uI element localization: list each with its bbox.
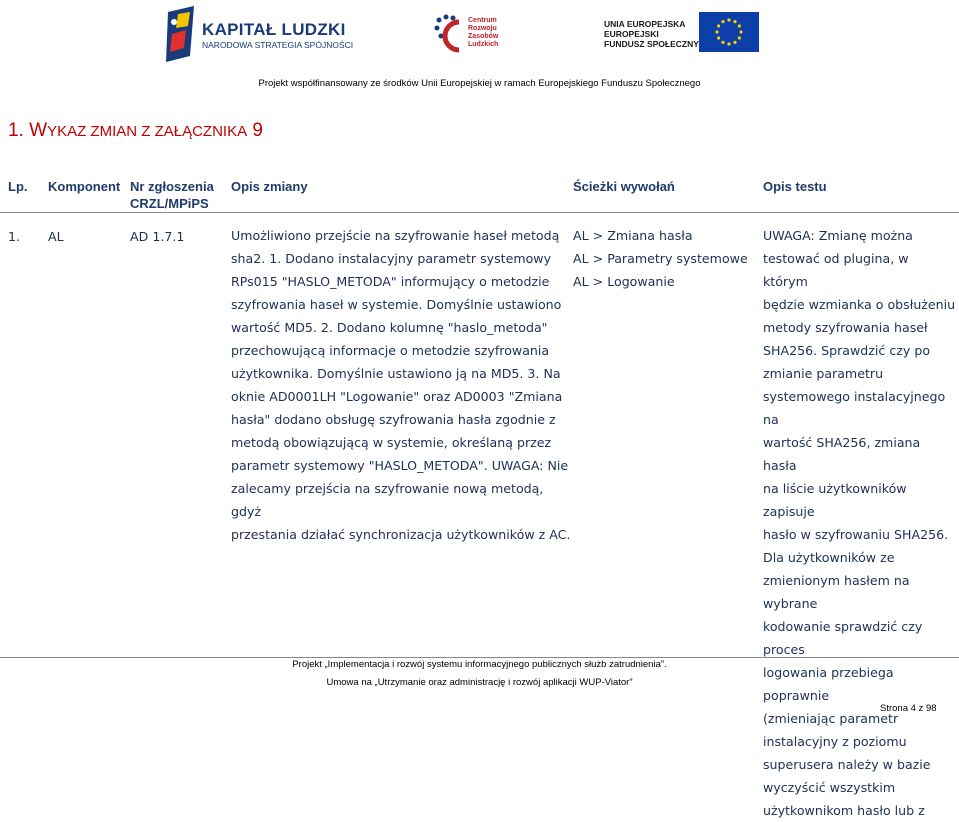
col-header-opis: Opis zmiany [231, 179, 308, 194]
cell-lp: 1. [8, 229, 21, 244]
kapital-ludzki-emblem-icon [164, 4, 204, 66]
heading-number: 1. [8, 120, 24, 141]
crzl-dots-icon [433, 12, 467, 58]
eu-flag-icon [699, 12, 759, 52]
heading-first-letter: W [29, 120, 48, 141]
section-heading [8, 120, 263, 142]
col-header-test: Opis testu [763, 179, 827, 194]
kapital-ludzki-title: KAPITAŁ LUDZKI [202, 20, 346, 39]
cell-komponent: AL [48, 229, 64, 244]
footer-project: Projekt „Implementacja i rozwój systemu informacyjnego publicznych służb zatrudnienia”. [292, 659, 667, 670]
cell-nr: AD 1.7.1 [130, 229, 185, 244]
col-header-sciezki: Ścieżki wywołań [573, 179, 675, 194]
cell-sciezki: AL > Zmiana hasła AL > Parametry systemowe AL > Logowanie [573, 228, 748, 289]
table-header-divider [0, 212, 959, 213]
footer-divider [0, 657, 959, 658]
heading-number-after: 9 [252, 120, 263, 141]
crzl-text: Centrum Rozwoju Zasobów Ludzkich [468, 17, 499, 48]
kapital-ludzki-subtitle: NARODOWA STRATEGIA SPÓJNOŚCI [202, 40, 354, 50]
col-header-lp: Lp. [8, 179, 28, 194]
cell-test: UWAGA: Zmianę można testować od plugina, w którym będzie wzmianka o obsłużeniu metody szyfrowania haseł SHA256. Sprawdzić czy po zmianie parametru systemowego instalacyjnego na wartość SHA256, zmiana hasła na liście użytkowników zapisuje hasło w szyfrowaniu SHA256. Dla użytkowników ze zmienionym hasłem na wybrane kodowanie sprawdzić czy proces logowania przebiega poprawnie (zmieniając parametr instalacyjny z poziomu superusera należy w bazie wyczyścić wszystkim użytkownikom hasło lub z [763, 228, 956, 818]
page-number: Strona 4 z 98 [880, 703, 937, 714]
ue-text: UNIA EUROPEJSKA EUROPEJSKI FUNDUSZ SPOŁECZNY [604, 19, 699, 49]
col-header-komponent: Komponent [48, 179, 121, 194]
col-header-nr: Nr zgłoszenia CRZL/MPiPS [130, 179, 214, 211]
footer-contract: Umowa na „Utrzymanie oraz administrację i rozwój aplikacji WUP-Viator” [326, 677, 633, 688]
heading-text: YKAZ ZMIAN Z ZAŁĄCZNIKA [47, 123, 248, 140]
cell-opis: Umożliwiono przejście na szyfrowanie haseł metodą sha2. 1. Dodano instalacyjny parametr systemowy RPs015 "HASLO_METODA" informujący o metodzie szyfrowania haseł w systemie. Domyślnie ustawiono wartość MD5. 2. Dodano kolumnę "haslo_metoda" przechowującą informacje o metodzie szyfrowania użytkownika. Domyślnie ustawiono ją na MD5. 3. Na oknie AD0001LH "Logowanie" oraz AD0003 "Zmiana hasła" dodano obsługę szyfrowania hasła zgodnie z metodą obowiązującą w systemie, określaną przez parametr systemowy "HASLO_METODA". UWAGA: Nie zalecamy przejścia na szyfrowanie nową metodą, gdyż przestania działać synchronizacja użytkowników z AC. [231, 228, 571, 542]
funding-statement: Projekt współfinansowany ze środków Unii Europejskiej w ramach Europejskiego Funduszu Społecznego [258, 78, 701, 89]
